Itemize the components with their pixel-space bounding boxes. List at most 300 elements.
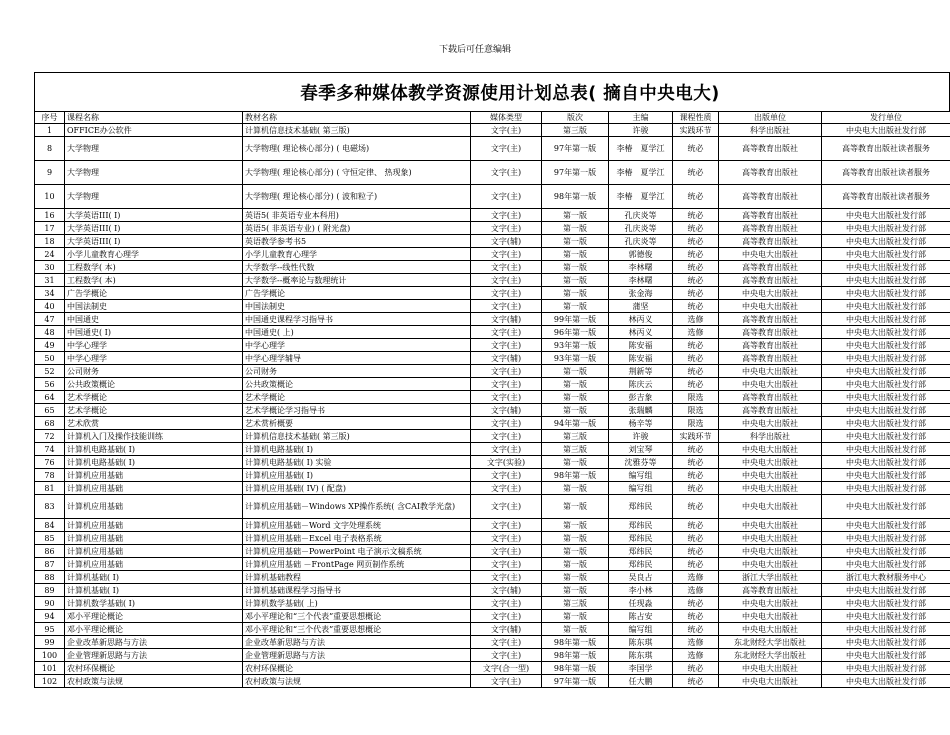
cell-edition: 第一版 [542, 248, 609, 261]
cell-nature: 统必 [673, 610, 719, 623]
cell-no: 31 [35, 274, 65, 287]
cell-distributor: 中央电大出版社发行部 [822, 261, 950, 274]
cell-nature: 统必 [673, 469, 719, 482]
cell-course: 计算机应用基础 [65, 519, 243, 532]
cell-media: 文字(主) [471, 222, 542, 235]
column-header: 发行单位 [822, 112, 950, 124]
cell-course: 中国通史( I) [65, 326, 243, 339]
cell-media: 文字(主) [471, 649, 542, 662]
cell-distributor: 中央电大出版社发行部 [822, 675, 950, 688]
cell-publisher: 中央电大出版社 [719, 248, 822, 261]
table-row [35, 623, 950, 636]
cell-editor: 郑纬民 [609, 532, 673, 545]
cell-media: 文字(主) [471, 300, 542, 313]
cell-publisher: 高等教育出版社 [719, 261, 822, 274]
cell-distributor: 中央电大出版社发行部 [822, 532, 950, 545]
cell-book: 公共政策概论 [243, 378, 471, 391]
cell-course: 中国法制史 [65, 300, 243, 313]
cell-no: 90 [35, 597, 65, 610]
cell-publisher: 高等教育出版社 [719, 339, 822, 352]
cell-editor: 陈安福 [609, 339, 673, 352]
cell-book: 小学儿童教育心理学 [243, 248, 471, 261]
cell-nature: 统必 [673, 300, 719, 313]
cell-no: 56 [35, 378, 65, 391]
cell-editor: 杨辛等 [609, 417, 673, 430]
cell-media: 文字(主) [471, 571, 542, 584]
column-header: 课程性质 [673, 112, 719, 124]
table-row [35, 482, 950, 495]
cell-edition: 第一版 [542, 404, 609, 417]
cell-editor: 任现淼 [609, 597, 673, 610]
cell-no: 94 [35, 610, 65, 623]
table-row [35, 404, 950, 417]
cell-no: 87 [35, 558, 65, 571]
cell-editor: 孔庆炎等 [609, 209, 673, 222]
title-cell [34, 72, 950, 111]
cell-book: 计算机电路基础( I) 实验 [243, 456, 471, 469]
cell-distributor: 中央电大出版社发行部 [822, 222, 950, 235]
cell-distributor: 中央电大出版社发行部 [822, 326, 950, 339]
cell-book: 农村环保概论 [243, 662, 471, 675]
table-row [35, 137, 950, 161]
table-row [35, 185, 950, 209]
cell-course: 中国通史 [65, 313, 243, 326]
cell-nature: 统必 [673, 235, 719, 248]
cell-publisher: 中央电大出版社 [719, 378, 822, 391]
cell-no: 100 [35, 649, 65, 662]
cell-media: 文字(主) [471, 185, 542, 209]
cell-media: 文字(辅) [471, 235, 542, 248]
cell-nature: 统必 [673, 558, 719, 571]
cell-nature: 统必 [673, 161, 719, 185]
cell-course: 企业管理新思路与方法 [65, 649, 243, 662]
table-row [35, 261, 950, 274]
cell-nature: 统必 [673, 137, 719, 161]
cell-publisher: 中央电大出版社 [719, 443, 822, 456]
cell-distributor: 中央电大出版社发行部 [822, 649, 950, 662]
table-row [35, 124, 950, 137]
cell-publisher: 中央电大出版社 [719, 287, 822, 300]
cell-book: 计算机应用基础－Windows XP操作系统( 含CAI教学光盘) [243, 495, 471, 519]
cell-media: 文字(主) [471, 443, 542, 456]
cell-no: 64 [35, 391, 65, 404]
cell-editor: 李林曙 [609, 261, 673, 274]
cell-editor: 孔庆炎等 [609, 222, 673, 235]
cell-nature: 统必 [673, 662, 719, 675]
cell-nature: 选修 [673, 649, 719, 662]
cell-publisher: 东北财经大学出版社 [719, 636, 822, 649]
cell-publisher: 中央电大出版社 [719, 597, 822, 610]
cell-book: 中国通史( 上) [243, 326, 471, 339]
cell-editor: 张瑞麟 [609, 404, 673, 417]
cell-publisher: 中央电大出版社 [719, 456, 822, 469]
cell-edition: 第一版 [542, 482, 609, 495]
cell-media: 文字(主) [471, 209, 542, 222]
cell-no: 34 [35, 287, 65, 300]
cell-edition: 98年第一版 [542, 662, 609, 675]
table-row [35, 636, 950, 649]
cell-nature: 实践环节 [673, 430, 719, 443]
cell-no: 52 [35, 365, 65, 378]
cell-course: 艺术学概论 [65, 404, 243, 417]
cell-edition: 第一版 [542, 558, 609, 571]
cell-book: 计算机电路基础( I) [243, 443, 471, 456]
cell-edition: 第一版 [542, 610, 609, 623]
cell-distributor: 中央电大出版社发行部 [822, 339, 950, 352]
column-header: 版次 [542, 112, 609, 124]
cell-no: 17 [35, 222, 65, 235]
cell-media: 文字(主) [471, 597, 542, 610]
cell-editor: 许骏 [609, 124, 673, 137]
cell-editor: 李椿 夏学江 [609, 161, 673, 185]
table-row [35, 326, 950, 339]
cell-nature: 统必 [673, 261, 719, 274]
cell-publisher: 中央电大出版社 [719, 519, 822, 532]
cell-edition: 94年第一版 [542, 417, 609, 430]
cell-no: 99 [35, 636, 65, 649]
cell-no: 50 [35, 352, 65, 365]
cell-distributor: 中央电大出版社发行部 [822, 248, 950, 261]
column-header: 媒体类型 [471, 112, 542, 124]
cell-book: 农村政策与法规 [243, 675, 471, 688]
cell-book: 计算机应用基础－Word 文字处理系统 [243, 519, 471, 532]
cell-nature: 统必 [673, 519, 719, 532]
cell-nature: 选修 [673, 313, 719, 326]
cell-editor: 郑纬民 [609, 519, 673, 532]
cell-edition: 第一版 [542, 532, 609, 545]
cell-no: 88 [35, 571, 65, 584]
cell-nature: 统必 [673, 365, 719, 378]
cell-media: 文字(主) [471, 532, 542, 545]
table-row [35, 469, 950, 482]
cell-publisher: 高等教育出版社 [719, 209, 822, 222]
cell-book: 英语5( 非英语专业) ( 附光盘) [243, 222, 471, 235]
cell-no: 10 [35, 185, 65, 209]
cell-media: 文字(主) [471, 469, 542, 482]
cell-nature: 统必 [673, 248, 719, 261]
cell-nature: 统必 [673, 339, 719, 352]
cell-edition: 第一版 [542, 378, 609, 391]
cell-book: 中国法制史 [243, 300, 471, 313]
cell-edition: 第一版 [542, 545, 609, 558]
cell-media: 文字(辅) [471, 352, 542, 365]
cell-no: 72 [35, 430, 65, 443]
cell-nature: 统必 [673, 378, 719, 391]
cell-edition: 第一版 [542, 391, 609, 404]
cell-no: 89 [35, 584, 65, 597]
cell-edition: 97年第一版 [542, 675, 609, 688]
cell-no: 24 [35, 248, 65, 261]
table-row [35, 222, 950, 235]
cell-edition: 第一版 [542, 623, 609, 636]
cell-nature: 限选 [673, 417, 719, 430]
cell-no: 85 [35, 532, 65, 545]
cell-course: 农村环保概论 [65, 662, 243, 675]
cell-course: 农村政策与法规 [65, 675, 243, 688]
cell-course: 计算机电路基础( I) [65, 456, 243, 469]
cell-editor: 李小林 [609, 584, 673, 597]
cell-edition: 93年第一版 [542, 339, 609, 352]
cell-media: 文字(主) [471, 430, 542, 443]
cell-no: 40 [35, 300, 65, 313]
cell-no: 48 [35, 326, 65, 339]
table-row [35, 209, 950, 222]
cell-distributor: 高等教育出版社读者服务 [822, 161, 950, 185]
cell-publisher: 中央电大出版社 [719, 610, 822, 623]
cell-media: 文字(辅) [471, 313, 542, 326]
cell-no: 49 [35, 339, 65, 352]
cell-edition: 第三版 [542, 597, 609, 610]
cell-edition: 第一版 [542, 222, 609, 235]
table-row [35, 610, 950, 623]
cell-media: 文字(主) [471, 391, 542, 404]
cell-book: 公司财务 [243, 365, 471, 378]
cell-publisher: 中央电大出版社 [719, 469, 822, 482]
cell-book: 计算机应用基础－Excel 电子表格系统 [243, 532, 471, 545]
cell-book: 企业管理新思路与方法 [243, 649, 471, 662]
cell-book: 大学物理( 理论核心部分) ( 电磁场) [243, 137, 471, 161]
cell-publisher: 东北财经大学出版社 [719, 649, 822, 662]
cell-book: 计算机应用基础 －FrontPage 网页制作系统 [243, 558, 471, 571]
cell-editor: 李国学 [609, 662, 673, 675]
cell-nature: 统必 [673, 532, 719, 545]
cell-edition: 第三版 [542, 124, 609, 137]
cell-publisher: 中央电大出版社 [719, 482, 822, 495]
cell-course: 大学物理 [65, 161, 243, 185]
cell-publisher: 高等教育出版社 [719, 404, 822, 417]
table-row [35, 300, 950, 313]
cell-course: 大学物理 [65, 185, 243, 209]
cell-distributor: 中央电大出版社发行部 [822, 558, 950, 571]
cell-edition: 96年第一版 [542, 326, 609, 339]
cell-media: 文字(主) [471, 326, 542, 339]
cell-distributor: 中央电大出版社发行部 [822, 300, 950, 313]
cell-media: 文字(主) [471, 545, 542, 558]
cell-course: 计算机应用基础 [65, 469, 243, 482]
cell-course: 企业改革新思路与方法 [65, 636, 243, 649]
cell-book: 计算机应用基础( IV) ( 配盘) [243, 482, 471, 495]
cell-course: 计算机数学基础( I) [65, 597, 243, 610]
cell-distributor: 中央电大出版社发行部 [822, 662, 950, 675]
cell-publisher: 高等教育出版社 [719, 235, 822, 248]
cell-publisher: 高等教育出版社 [719, 274, 822, 287]
table-body [35, 124, 950, 688]
cell-edition: 第一版 [542, 495, 609, 519]
cell-distributor: 高等教育出版社读者服务 [822, 137, 950, 161]
cell-nature: 统必 [673, 443, 719, 456]
cell-edition: 93年第一版 [542, 352, 609, 365]
cell-book: 中学心理学辅导 [243, 352, 471, 365]
cell-distributor: 中央电大出版社发行部 [822, 519, 950, 532]
cell-media: 文字(主) [471, 417, 542, 430]
cell-nature: 统必 [673, 623, 719, 636]
table-row [35, 274, 950, 287]
cell-course: 大学英语III( I) [65, 209, 243, 222]
column-header: 出版单位 [719, 112, 822, 124]
cell-distributor: 中央电大出版社发行部 [822, 417, 950, 430]
cell-distributor: 中央电大出版社发行部 [822, 352, 950, 365]
cell-nature: 统必 [673, 545, 719, 558]
cell-distributor: 中央电大出版社发行部 [822, 469, 950, 482]
cell-media: 文字(主) [471, 495, 542, 519]
cell-media: 文字(主) [471, 519, 542, 532]
cell-no: 18 [35, 235, 65, 248]
cell-editor: 刘宝琴 [609, 443, 673, 456]
cell-editor: 林丙义 [609, 313, 673, 326]
cell-distributor: 中央电大出版社发行部 [822, 545, 950, 558]
cell-publisher: 高等教育出版社 [719, 352, 822, 365]
table-row [35, 584, 950, 597]
cell-editor: 郑纬民 [609, 558, 673, 571]
resource-table [34, 111, 950, 688]
cell-publisher: 高等教育出版社 [719, 313, 822, 326]
table-row [35, 443, 950, 456]
table-row [35, 339, 950, 352]
cell-edition: 第一版 [542, 209, 609, 222]
cell-book: 计算机应用基础－PowerPoint 电子演示文稿系统 [243, 545, 471, 558]
cell-distributor: 高等教育出版社读者服务 [822, 185, 950, 209]
cell-media: 文字(主) [471, 482, 542, 495]
cell-distributor: 中央电大出版社发行部 [822, 495, 950, 519]
cell-book: 英语教学参考书5 [243, 235, 471, 248]
cell-editor: 陈东琪 [609, 649, 673, 662]
cell-edition: 第一版 [542, 274, 609, 287]
cell-book: 计算机基础教程 [243, 571, 471, 584]
cell-distributor: 中央电大出版社发行部 [822, 636, 950, 649]
cell-course: 小学儿童教育心理学 [65, 248, 243, 261]
cell-editor: 编写组 [609, 469, 673, 482]
cell-course: 计算机应用基础 [65, 482, 243, 495]
table-row [35, 519, 950, 532]
cell-course: 艺术学概论 [65, 391, 243, 404]
cell-book: 广告学概论 [243, 287, 471, 300]
cell-distributor: 中央电大出版社发行部 [822, 456, 950, 469]
cell-media: 文字(辅) [471, 404, 542, 417]
cell-book: 艺术赏析概要 [243, 417, 471, 430]
cell-no: 1 [35, 124, 65, 137]
cell-course: 计算机基础( I) [65, 571, 243, 584]
cell-distributor: 中央电大出版社发行部 [822, 365, 950, 378]
cell-publisher: 中央电大出版社 [719, 532, 822, 545]
cell-course: 中学心理学 [65, 352, 243, 365]
cell-nature: 选修 [673, 326, 719, 339]
cell-edition: 98年第一版 [542, 185, 609, 209]
column-header: 主编 [609, 112, 673, 124]
cell-distributor: 中央电大出版社发行部 [822, 443, 950, 456]
cell-editor: 陈东琪 [609, 636, 673, 649]
cell-book: 计算机信息技术基础( 第三版) [243, 124, 471, 137]
cell-book: 大学物理( 理论核心部分) ( 波和粒子) [243, 185, 471, 209]
cell-distributor: 中央电大出版社发行部 [822, 597, 950, 610]
cell-book: 大学数学--概率论与数理统计 [243, 274, 471, 287]
cell-media: 文字(主) [471, 610, 542, 623]
cell-nature: 选修 [673, 636, 719, 649]
cell-book: 大学数学--线性代数 [243, 261, 471, 274]
cell-book: 中学心理学 [243, 339, 471, 352]
cell-distributor: 中央电大出版社发行部 [822, 584, 950, 597]
cell-nature: 限选 [673, 404, 719, 417]
spreadsheet [34, 72, 950, 688]
page-title: 春季多种媒体教学资源使用计划总表( 摘自中央电大) [300, 83, 720, 104]
cell-book: 计算机基础课程学习指导书 [243, 584, 471, 597]
cell-publisher: 中央电大出版社 [719, 300, 822, 313]
cell-book: 艺术学概论学习指导书 [243, 404, 471, 417]
cell-editor: 沈雅芬等 [609, 456, 673, 469]
table-row [35, 662, 950, 675]
cell-no: 86 [35, 545, 65, 558]
cell-course: 中学心理学 [65, 339, 243, 352]
cell-no: 68 [35, 417, 65, 430]
cell-distributor: 中央电大出版社发行部 [822, 287, 950, 300]
cell-publisher: 高等教育出版社 [719, 222, 822, 235]
cell-nature: 统必 [673, 495, 719, 519]
cell-no: 76 [35, 456, 65, 469]
cell-editor: 编写组 [609, 482, 673, 495]
table-row [35, 313, 950, 326]
cell-media: 文字(主) [471, 636, 542, 649]
cell-publisher: 科学出版社 [719, 430, 822, 443]
cell-distributor: 中央电大出版社发行部 [822, 482, 950, 495]
cell-publisher: 高等教育出版社 [719, 326, 822, 339]
cell-editor: 李林曙 [609, 274, 673, 287]
cell-course: 大学物理 [65, 137, 243, 161]
cell-nature: 统必 [673, 185, 719, 209]
cell-editor: 李椿 夏学江 [609, 185, 673, 209]
cell-no: 81 [35, 482, 65, 495]
cell-media: 文字(主) [471, 137, 542, 161]
table-row [35, 378, 950, 391]
table-header-row [35, 112, 950, 124]
table-row [35, 571, 950, 584]
cell-course: 大学英语III( I) [65, 222, 243, 235]
cell-media: 文字(辅) [471, 623, 542, 636]
cell-no: 83 [35, 495, 65, 519]
cell-publisher: 中央电大出版社 [719, 675, 822, 688]
cell-book: 英语5( 非英语专业本科用) [243, 209, 471, 222]
cell-media: 文字(主) [471, 261, 542, 274]
cell-nature: 统必 [673, 222, 719, 235]
cell-nature: 统必 [673, 456, 719, 469]
cell-publisher: 中央电大出版社 [719, 623, 822, 636]
cell-course: 邓小平理论概论 [65, 610, 243, 623]
cell-distributor: 中央电大出版社发行部 [822, 430, 950, 443]
table-row [35, 248, 950, 261]
cell-book: 计算机应用基础( I) [243, 469, 471, 482]
cell-course: 计算机电路基础( I) [65, 443, 243, 456]
cell-nature: 选修 [673, 584, 719, 597]
cell-course: 公共政策概论 [65, 378, 243, 391]
cell-no: 95 [35, 623, 65, 636]
cell-editor: 郑纬民 [609, 495, 673, 519]
cell-book: 中国通史课程学习指导书 [243, 313, 471, 326]
cell-no: 84 [35, 519, 65, 532]
cell-edition: 98年第一版 [542, 649, 609, 662]
table-row [35, 430, 950, 443]
cell-no: 16 [35, 209, 65, 222]
column-header: 序号 [35, 112, 65, 124]
cell-editor: 编写组 [609, 623, 673, 636]
cell-edition: 第三版 [542, 430, 609, 443]
cell-course: 工程数学( 本) [65, 274, 243, 287]
table-row [35, 558, 950, 571]
cell-nature: 统必 [673, 287, 719, 300]
header-note: 下载后可任意编辑 [438, 45, 511, 55]
cell-distributor: 中央电大出版社发行部 [822, 378, 950, 391]
column-header: 教材名称 [243, 112, 471, 124]
cell-media: 文字(实验) [471, 456, 542, 469]
cell-media: 文字(主) [471, 274, 542, 287]
cell-nature: 统必 [673, 482, 719, 495]
